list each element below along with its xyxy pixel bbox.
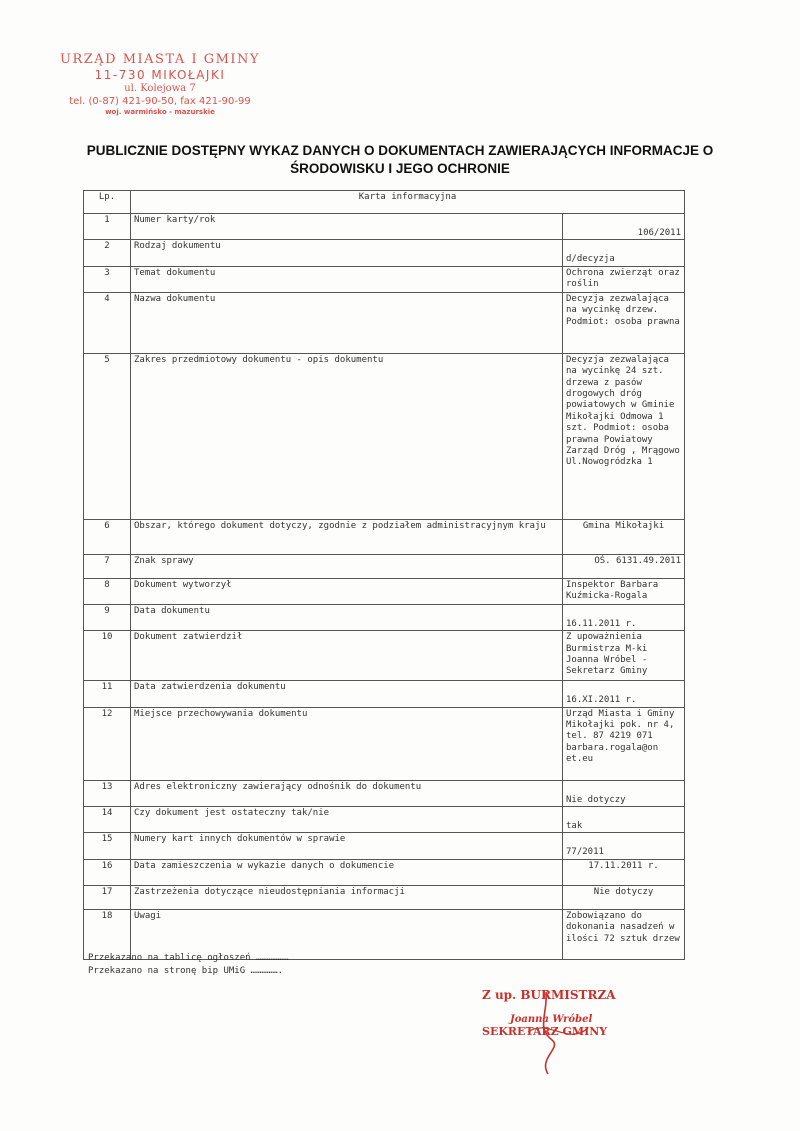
row-number: 1 — [84, 214, 131, 240]
row-value — [563, 807, 685, 833]
row-number: 3 — [84, 266, 131, 292]
row-label: Zakres przedmiotowy dokumentu - opis dokumentu — [131, 353, 563, 519]
row-number: 16 — [84, 859, 131, 885]
row-value: Inspektor Barbara Kuźmicka-Rogala — [563, 578, 685, 604]
stamp-postal-city: 11-730 MIKOŁAJKI — [94, 68, 226, 83]
row-value-text: 77/2011 — [566, 847, 604, 858]
row-number: 4 — [84, 292, 131, 353]
stamp-office-name: URZĄD MIASTA I GMINY — [60, 52, 260, 67]
signature-position: SEKRETARZ GMINY — [482, 1025, 608, 1038]
row-number: 13 — [84, 780, 131, 806]
table-row — [84, 807, 685, 833]
table-row — [84, 631, 685, 681]
stamp-street: ul. Kolejowa 7 — [124, 83, 196, 95]
row-number: 8 — [84, 578, 131, 604]
row-label: Numer karty/rok — [131, 214, 563, 240]
row-number: 12 — [84, 707, 131, 780]
distribution-notes — [88, 952, 288, 977]
row-value: OŚ. 6131.49.2011 — [563, 554, 685, 578]
table-row — [84, 353, 685, 519]
row-label: Zastrzeżenia dotyczące nieudostępniania informacji — [131, 885, 563, 909]
row-value — [563, 833, 685, 859]
signature-authority: Z up. BURMISTRZA — [482, 988, 616, 1002]
row-label: Dokument zatwierdził — [131, 631, 563, 681]
row-label: Dokument wytworzył — [131, 578, 563, 604]
row-value — [563, 780, 685, 806]
row-value-text: Nie dotyczy — [566, 794, 626, 805]
table-row — [84, 859, 685, 885]
row-value: 17.11.2011 r. — [563, 859, 685, 885]
row-value: Ochrona zwierząt oraz roślin — [563, 266, 685, 292]
row-label: Czy dokument jest ostateczny tak/nie — [131, 807, 563, 833]
row-number: 9 — [84, 604, 131, 630]
table-row — [84, 266, 685, 292]
table-row — [84, 578, 685, 604]
row-label: Temat dokumentu — [131, 266, 563, 292]
table-row — [84, 681, 685, 707]
row-number: 17 — [84, 885, 131, 909]
table-row — [84, 519, 685, 554]
row-label: Znak sprawy — [131, 554, 563, 578]
row-value-text: tak — [566, 821, 583, 832]
table-header-row — [84, 191, 685, 214]
row-number: 6 — [84, 519, 131, 554]
row-value: Urząd Miasta i Gminy Mikołajki pok. nr 4, tel. 87 4219 071 barbara.rogala@on et.eu — [563, 707, 685, 780]
table-row — [84, 604, 685, 630]
row-label: Adres elektroniczny zawierający odnośnik do dokumentu — [131, 780, 563, 806]
row-number: 2 — [84, 240, 131, 266]
notice-board-note: Przekazano na tablicę ogłoszeń ……………… — [88, 953, 289, 963]
table-row — [84, 780, 685, 806]
row-value-text: d/decyzja — [566, 254, 615, 265]
row-label: Data zamieszczenia w wykazie danych o dokumencie — [131, 859, 563, 885]
row-number: 15 — [84, 833, 131, 859]
table-row — [84, 833, 685, 859]
row-label: Numery kart innych dokumentów w sprawie — [131, 833, 563, 859]
row-number: 14 — [84, 807, 131, 833]
row-value: Decyzja zezwalająca na wycinkę 24 szt. drzewa z pasów drogowych dróg powiatowych w Gminie Mikołajki Odmowa 1 szt. Podmiot: osoba prawna Powiatowy Zarząd Dróg , Mrągowo Ul.Nowogródzka 1 — [563, 353, 685, 519]
table-row — [84, 214, 685, 240]
row-number: 11 — [84, 681, 131, 707]
row-label: Data zatwierdzenia dokumentu — [131, 681, 563, 707]
row-value — [563, 240, 685, 266]
table-row — [84, 240, 685, 266]
row-value-text: 106/2011 — [637, 228, 682, 238]
signature-name: Joanna Wróbel — [510, 1014, 593, 1025]
row-value: Gmina Mikołajki — [563, 519, 685, 554]
row-label: Miejsce przechowywania dokumentu — [131, 707, 563, 780]
header-lp: Lp. — [84, 191, 131, 214]
office-stamp — [50, 52, 270, 117]
signature-stamp — [478, 988, 648, 1038]
table-row — [84, 885, 685, 909]
bip-note: Przekazano na stronę bip UMiG ……………. — [88, 965, 284, 976]
row-value: Decyzja zezwalająca na wycinkę drzew. Podmiot: osoba prawna — [563, 292, 685, 353]
row-label: Uwagi — [131, 909, 563, 959]
row-label: Rodzaj dokumentu — [131, 240, 563, 266]
row-label: Obszar, którego dokument dotyczy, zgodnie z podziałem administracyjnym kraju — [131, 519, 563, 554]
row-value — [563, 214, 685, 240]
info-card-table — [83, 190, 685, 960]
row-value-text: 16.11.2011 r. — [566, 618, 637, 629]
row-value: Z upoważnienia Burmistrza M-ki Joanna Wróbel - Sekretarz Gminy — [563, 631, 685, 681]
page-title: PUBLICZNIE DOSTĘPNY WYKAZ DANYCH O DOKUMENTACH ZAWIERAJĄCYCH INFORMACJE O ŚRODOWISKU I JEGO OCHRONIE — [86, 143, 714, 176]
row-value — [563, 681, 685, 707]
row-label: Data dokumentu — [131, 604, 563, 630]
row-number: 10 — [84, 631, 131, 681]
row-number: 7 — [84, 554, 131, 578]
table-row — [84, 554, 685, 578]
row-number: 18 — [84, 909, 131, 959]
row-number: 5 — [84, 353, 131, 519]
handwritten-signature-icon — [518, 988, 608, 1078]
row-value-text: 16.XI.2011 r. — [566, 695, 637, 706]
stamp-voivodeship: woj. warmińsko - mazurskie — [105, 108, 215, 117]
row-label: Nazwa dokumentu — [131, 292, 563, 353]
row-value — [563, 604, 685, 630]
stamp-phone: tel. (0-87) 421-90-50, fax 421-90-99 — [69, 95, 251, 107]
table-row — [84, 292, 685, 353]
table-row — [84, 707, 685, 780]
header-card-title: Karta informacyjna — [131, 191, 685, 214]
row-value: Zobowiązano do dokonania nasadzeń w ilości 72 sztuk drzew — [563, 909, 685, 959]
row-value: Nie dotyczy — [563, 885, 685, 909]
